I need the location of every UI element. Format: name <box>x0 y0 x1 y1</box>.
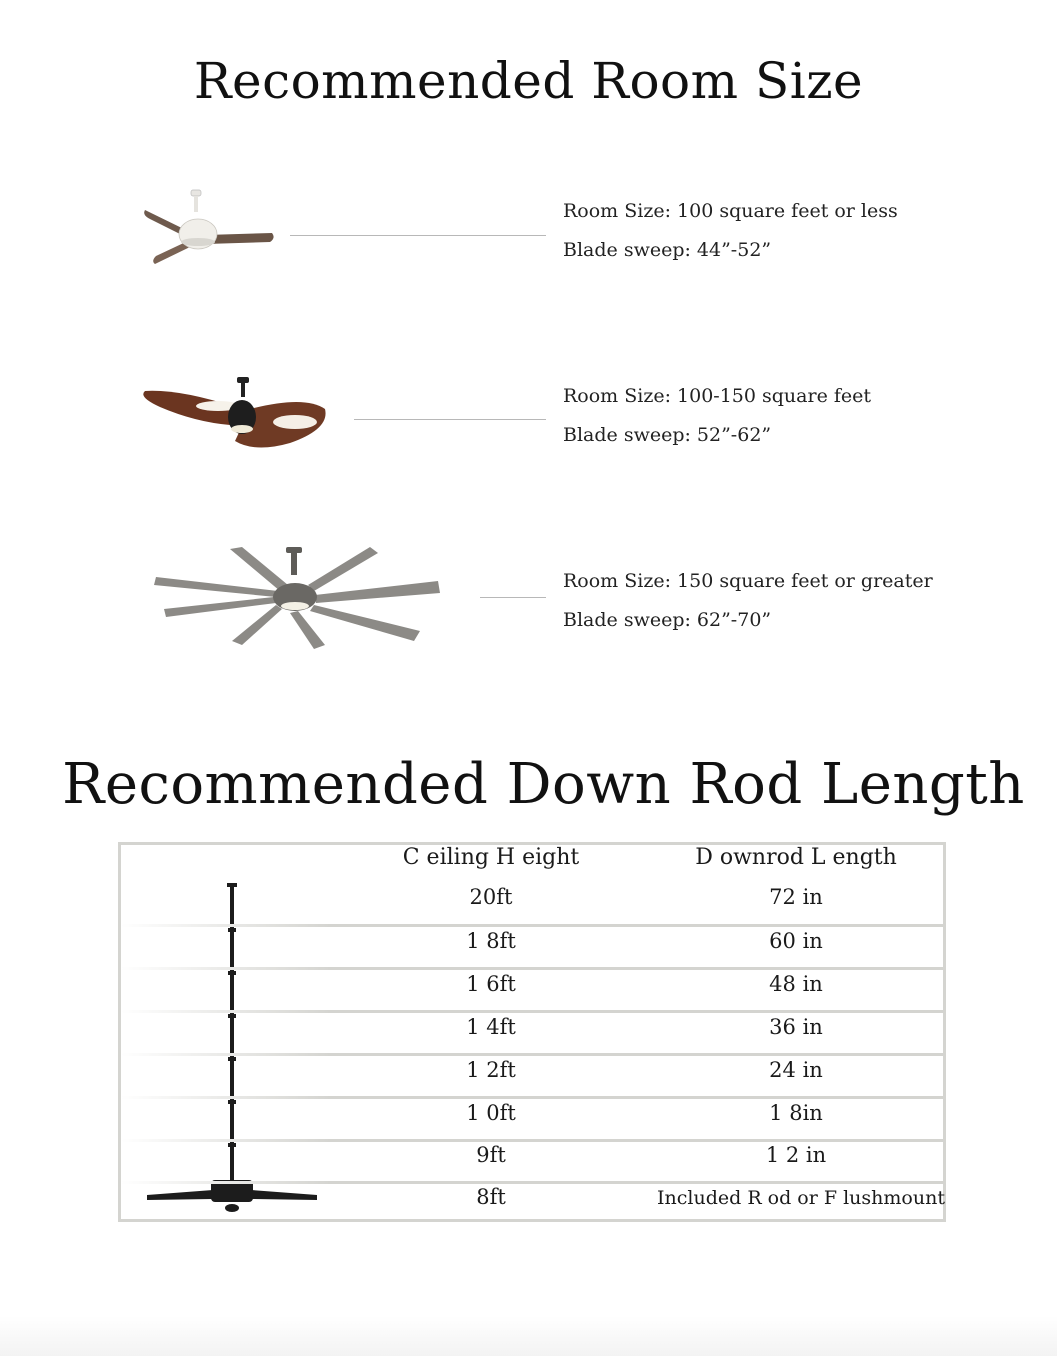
down-rod-title: Recommended Down Rod Length <box>62 752 1025 817</box>
nine-blade-fan-icon <box>150 545 445 650</box>
ceiling-height-cell: 1 6ft <box>466 972 516 996</box>
ceiling-height-header: C eiling H eight <box>402 845 580 870</box>
row-divider-fade <box>121 924 331 927</box>
connector-line <box>354 419 546 420</box>
ceiling-height-cell: 1 4ft <box>466 1015 516 1039</box>
blade-sweep-text: Blade sweep: 62”-70” <box>563 609 772 631</box>
ceiling-height-cell: 1 8ft <box>466 929 516 953</box>
ceiling-height-cell: 1 0ft <box>466 1101 516 1125</box>
ceiling-height-cell: 20ft <box>469 885 513 909</box>
row-divider-fade <box>121 1181 331 1184</box>
room-size-text: Room Size: 100-150 square feet <box>563 385 872 407</box>
room-size-title: Recommended Room Size <box>193 52 864 110</box>
downrod-length-cell: 48 in <box>769 972 823 996</box>
row-divider-fade <box>121 967 331 970</box>
page-bottom-shade <box>0 1316 1057 1356</box>
ceiling-height-cell: 8ft <box>476 1185 506 1209</box>
three-blade-fan-icon <box>140 188 280 268</box>
blade-sweep-text: Blade sweep: 52”-62” <box>563 424 772 446</box>
downrod-length-cell: Included R od or F lushmount <box>657 1187 945 1209</box>
room-size-text: Room Size: 150 square feet or greater <box>563 570 933 592</box>
fan-info <box>563 377 871 455</box>
curved-blade-fan-icon <box>140 377 330 457</box>
downrod-length-cell: 1 8in <box>769 1101 823 1125</box>
row-divider-fade <box>121 1096 331 1099</box>
downrod-length-cell: 72 in <box>769 885 823 909</box>
downrod-length-header: D ownrod L ength <box>695 845 897 870</box>
connector-line <box>290 235 546 236</box>
downrod-table <box>118 842 946 1222</box>
row-divider-fade <box>121 1139 331 1142</box>
ceiling-height-cell: 1 2ft <box>466 1058 516 1082</box>
downrod-length-cell: 1 2 in <box>765 1143 827 1167</box>
fan-info <box>563 562 933 640</box>
downrod-length-cell: 36 in <box>769 1015 823 1039</box>
downrod-length-cell: 60 in <box>769 929 823 953</box>
fan-info <box>563 192 898 270</box>
row-divider-fade <box>121 1053 331 1056</box>
downrod-length-cell: 24 in <box>769 1058 823 1082</box>
blade-sweep-text: Blade sweep: 44”-52” <box>563 239 772 261</box>
room-size-text: Room Size: 100 square feet or less <box>563 200 898 222</box>
ceiling-height-cell: 9ft <box>476 1143 506 1167</box>
connector-line <box>480 597 546 598</box>
row-divider-fade <box>121 1010 331 1013</box>
